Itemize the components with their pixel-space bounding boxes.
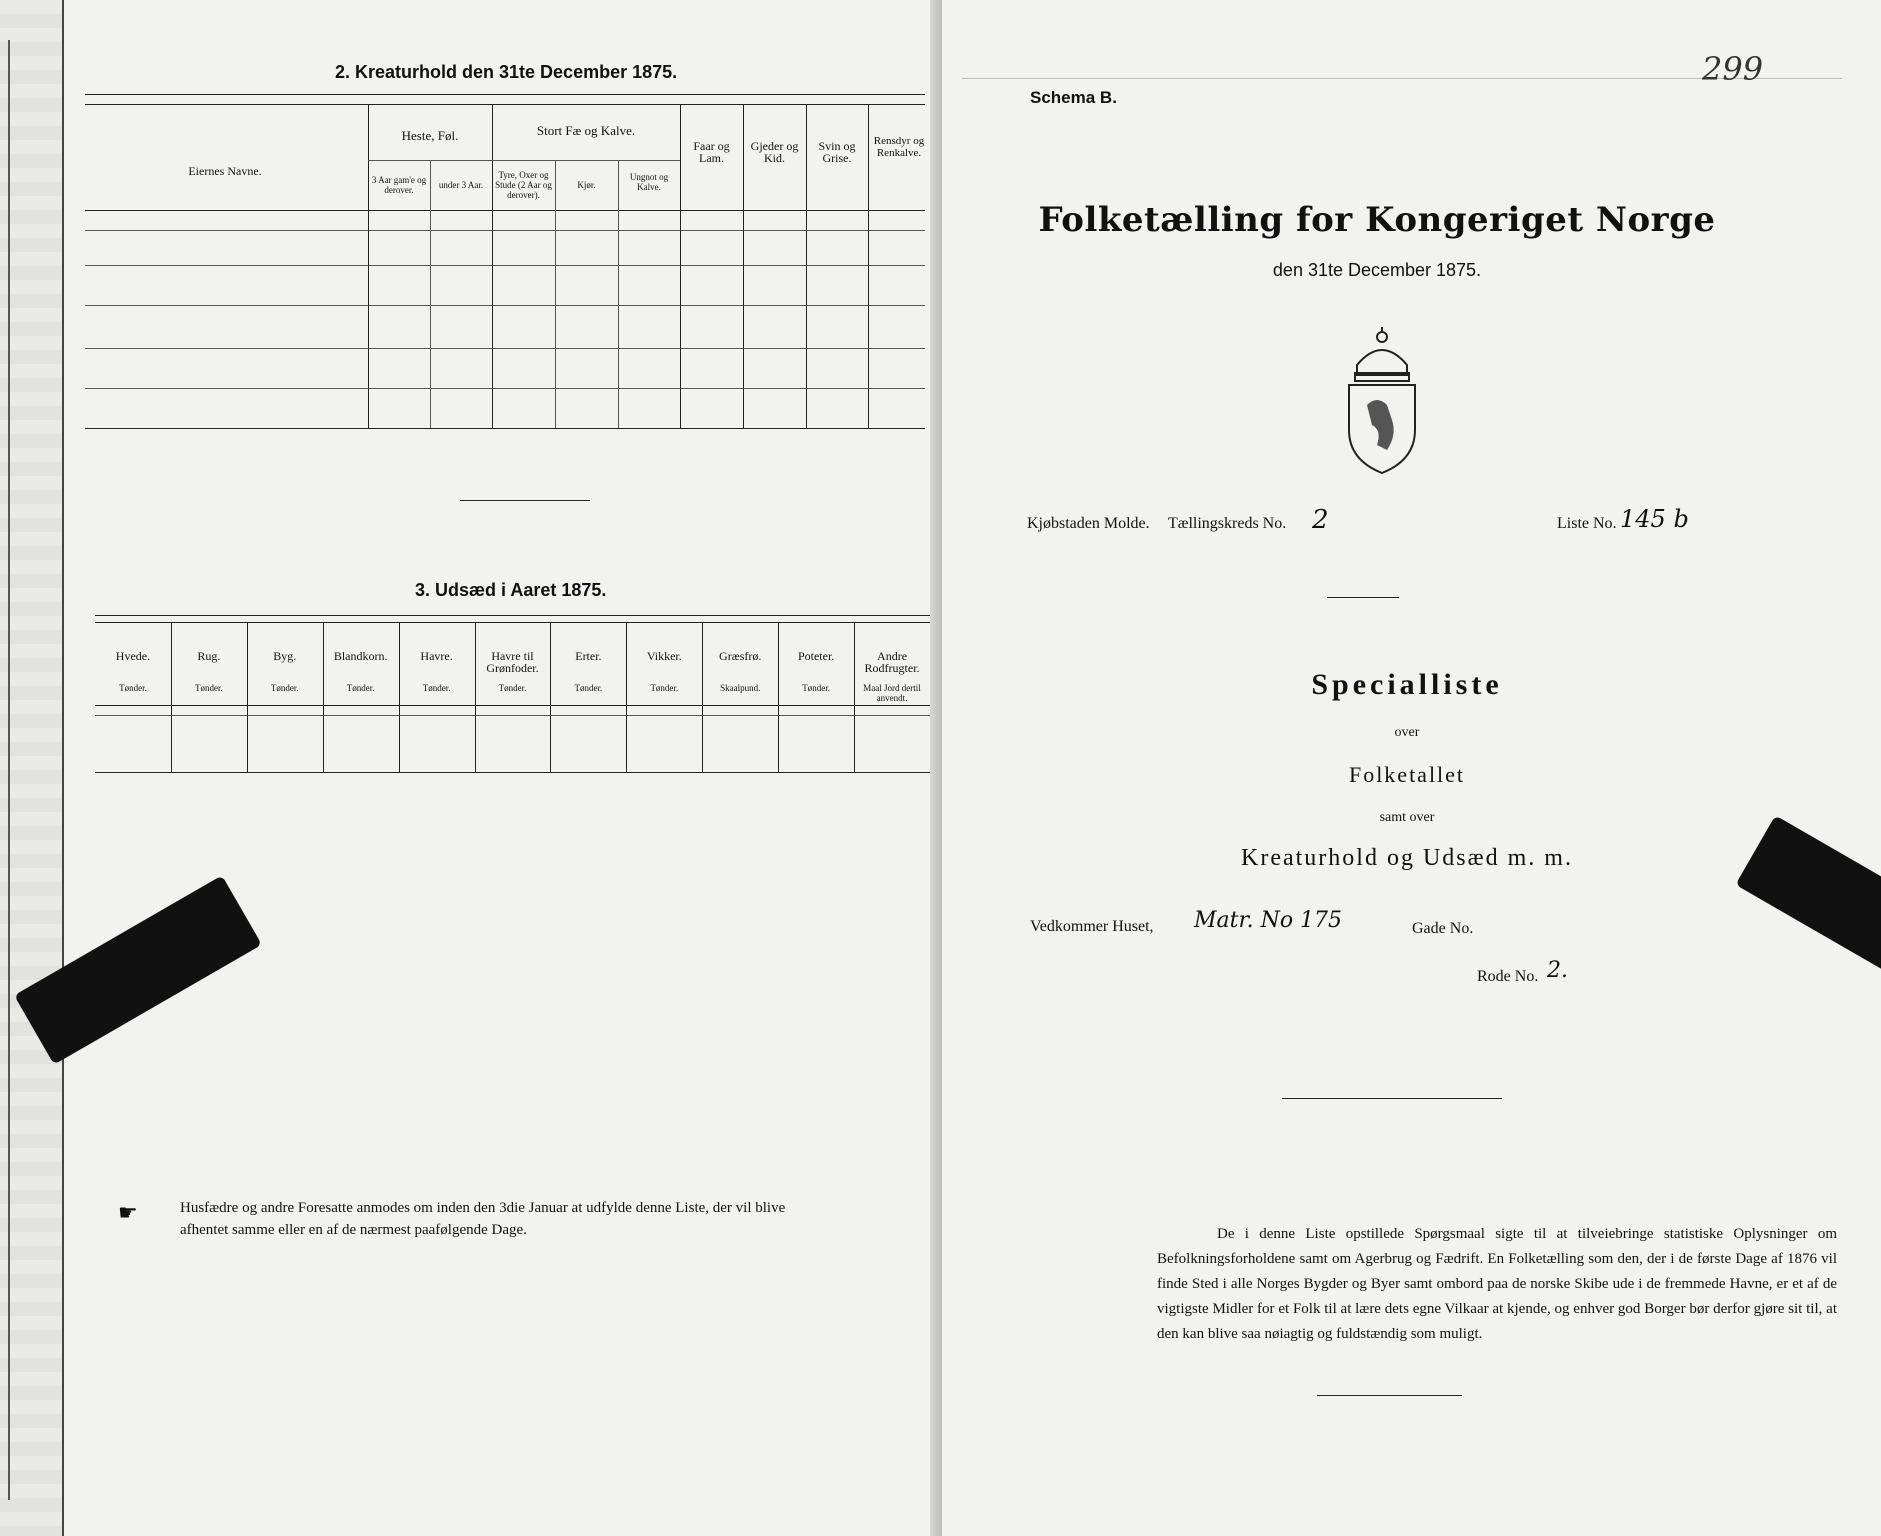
census-date: den 31te December 1875. <box>1272 260 1482 280</box>
table3-col-unit: Tønder. <box>194 683 223 693</box>
district-label: Tællingskreds No. <box>1168 515 1287 532</box>
list-value: 145 b <box>1620 505 1689 533</box>
table3-col-divider <box>399 622 400 772</box>
table3-col-unit: Tønder. <box>422 683 451 693</box>
pointing-hand-icon: ☛ <box>118 1200 138 1225</box>
table3-col-divider <box>247 622 248 772</box>
page-marker-tab <box>1735 815 1881 984</box>
table3-top-border-2 <box>95 622 930 623</box>
table2-row-line <box>85 348 925 349</box>
table2-row-line <box>85 388 925 389</box>
table2-col-divider <box>492 104 493 428</box>
table3-col-header: Havre til Grønfoder. <box>486 649 539 675</box>
table2-col-divider <box>680 104 681 428</box>
table2-top-border <box>85 94 925 95</box>
table2-col-divider <box>430 160 431 428</box>
table3-col-divider <box>626 622 627 772</box>
table3-col-header: Andre Rodfrugter. <box>864 649 920 675</box>
table3-col-header: Vikker. <box>646 649 682 663</box>
table3-col-unit: Tønder. <box>270 683 299 693</box>
town-label: Kjøbstaden Molde. <box>1027 515 1150 532</box>
section2-title: 2. Kreaturhold den 31te December 1875. <box>335 62 678 82</box>
kreaturhold-label: Kreaturhold og Udsæd m. m. <box>1241 845 1573 871</box>
table3-col-divider <box>702 622 703 772</box>
table3-col-divider <box>171 622 172 772</box>
table2-col-divider <box>743 104 744 428</box>
table2-subheader-line <box>368 160 680 161</box>
table3-col-unit: Tønder. <box>650 683 679 693</box>
col-reindeer: Rensdyr og Renkalve. <box>873 135 925 159</box>
table3-col-header: Erter. <box>575 649 602 663</box>
footer-explanation: De i denne Liste opstillede Spørgsmaal sigte til at tilveiebringe statistiske Oplysninger om Befolkningsforholdene samt om Agerbrug og Fædrift. En Folketælling som den, der i de første Dage af 1876 vil finde Sted i alle Norges Bygder og Byer samt ombord paa de norske Skibe ude i de fremmede Havne, er et af de vigtigste Midler for et Folk til at lære dets egne Vilkaar at kjende, og enhver god Borger bør derfor gjøre sit til, at den kan blive saa nøiagtig og fuldstændig som muligt. <box>1157 1226 1837 1342</box>
coat-of-arms-icon <box>1337 325 1427 475</box>
folketallet-label: Folketallet <box>1348 762 1466 787</box>
table2-header-bottom <box>85 210 925 211</box>
huset-value: Matr. No 175 <box>1194 908 1343 933</box>
notice-line-1: Husfædre og andre Foresatte anmodes om inden den 3die Januar at udfylde denne Liste, der vil blive <box>180 1200 786 1216</box>
bleed-through <box>70 110 100 1490</box>
table3-row-line <box>95 715 930 716</box>
table3-col-unit: Skaalpund. <box>720 683 761 693</box>
table3-col-header: Havre. <box>420 649 453 663</box>
table2-row-line <box>85 305 925 306</box>
col-horses: Heste, Føl. <box>401 128 459 143</box>
binding-edge-line <box>8 40 10 1500</box>
table3-col-divider <box>550 622 551 772</box>
table3-top-border <box>95 615 930 616</box>
table3-col-unit: Tønder. <box>802 683 830 693</box>
col-goats: Gjeder og Kid. <box>750 139 799 165</box>
main-title: Folketælling for Kongeriget Norge <box>1038 200 1716 240</box>
over-label: over <box>1394 725 1420 740</box>
separator-line <box>1317 1395 1462 1396</box>
table2-bottom-border <box>85 428 925 429</box>
schema-label: Schema B. <box>1030 88 1117 107</box>
col-horses-a: 3 Aar gam'e og derover. <box>371 175 427 195</box>
table2-col-divider <box>555 160 556 428</box>
table2-col-divider <box>618 160 619 428</box>
table2-col-divider <box>806 104 807 428</box>
col-cattle-a: Tyre, Oxer og Stude (2 Aar og derover). <box>495 170 552 200</box>
table3-col-header: Poteter. <box>797 649 835 663</box>
table3-col-header: Blandkorn. <box>333 649 388 663</box>
huset-label: Vedkommer Huset, <box>1030 918 1154 935</box>
section3-title: 3. Udsæd i Aaret 1875. <box>415 580 607 600</box>
page-number: 299 <box>1702 50 1764 88</box>
col-cattle-c: Ungnot og Kalve. <box>629 172 669 192</box>
table3-col-header: Græsfrø. <box>719 649 762 663</box>
district-value: 2 <box>1312 505 1329 535</box>
table3-col-header: Rug. <box>197 649 221 663</box>
right-page <box>942 0 1881 1536</box>
samt-over-label: samt over <box>1379 810 1435 825</box>
table3-col-header: Hvede. <box>115 649 151 663</box>
table3-col-divider <box>778 622 779 772</box>
table3-col-header: Byg. <box>273 649 297 663</box>
col-cattle: Stort Fæ og Kalve. <box>536 123 636 138</box>
table2-top-border-2 <box>85 104 925 105</box>
separator-line <box>460 500 590 501</box>
table2-col-divider <box>368 104 369 428</box>
list-label: Liste No. <box>1557 515 1617 532</box>
table3-col-unit: Tønder. <box>346 683 375 693</box>
specialliste-title: Specialliste <box>1311 668 1503 701</box>
col-cattle-b: Kjør. <box>577 180 596 190</box>
table3-col-unit: Tønder. <box>498 683 527 693</box>
col-horses-b: under 3 Aar. <box>438 180 484 190</box>
table2-row-line <box>85 265 925 266</box>
table3-col-divider <box>475 622 476 772</box>
rode-value: 2. <box>1547 958 1568 983</box>
table3-col-unit: Tønder. <box>119 683 147 693</box>
col-pigs: Svin og Grise. <box>818 139 856 165</box>
notice-text <box>180 1197 920 1241</box>
separator-line <box>1282 1098 1502 1099</box>
col-sheep: Faar og Lam. <box>693 139 730 165</box>
rode-label: Rode No. <box>1477 968 1539 985</box>
table2-row-line <box>85 230 925 231</box>
separator-line <box>1327 597 1399 598</box>
table3-col-unit: Maal Jord dertil anvendt. <box>863 683 921 703</box>
notice-line-2: afhentet samme eller en af de nærmest paafølgende Dage. <box>180 1222 527 1238</box>
table3-col-unit: Tønder. <box>574 683 603 693</box>
table3-col-divider <box>323 622 324 772</box>
col-owner: Eiernes Navne. <box>188 164 262 178</box>
table3-header-bottom <box>95 705 930 706</box>
gade-label: Gade No. <box>1412 920 1474 937</box>
table3-bottom-border <box>95 772 930 773</box>
